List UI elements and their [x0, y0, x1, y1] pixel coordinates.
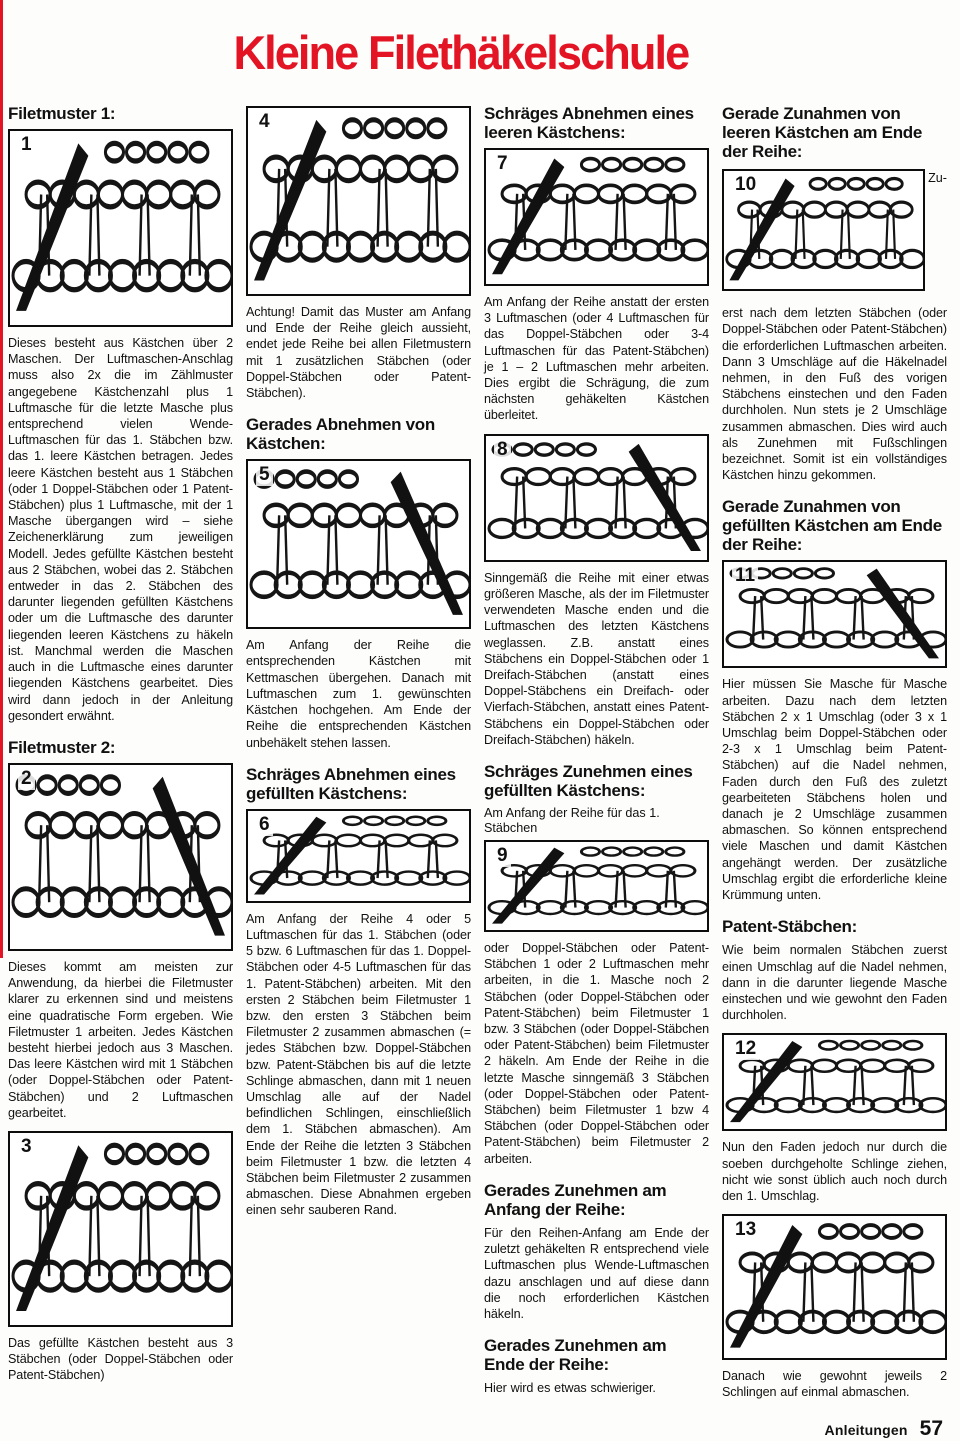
para-gerade-zunahmen-gefuellt-description: Hier müssen Sie Masche für Masche arbeiten. Dazu nach dem letzten Stäbchen 2 x 1 Umschlag (oder 3 x 1 Umschlag beim Doppel-Stäbchen oder 2-3 x 1 Umschlag beim Patent-Stäbchen) auf die Nadel nehmen, Faden durch den Fuß des zuletzt gearbeiteten Stäbchens holen und danach je 2 Umschläge zusammen abmaschen. So können entsprechend viele Maschen und damit Kästchen angehängt werden. Der zusätzliche Umschlag ergibt die erforderliche kleine Krümmung unten.	[722, 677, 947, 903]
diagram-7	[484, 148, 709, 286]
para-schraeges-zunehmen-description: oder Doppel-Stäbchen oder Patent-Stäbchen 1 oder 2 Luftmaschen mehr arbeiten, in die 1. Masche noch 2 Stäbchen (oder Doppel-Stäbchen oder Patent-Stäbchen) beim Filetmuster 1 bzw. 3 Stäbchen (oder Doppel-Stäbchen oder Patent-Stäbchen) beim Filetmuster 2 häkeln. Am Ende der Reihe in die letzte Masche sinngemäß 3 Stäbchen (oder Doppel-Stäbchen oder Patent-Stäbchen) beim Filetmuster 1 bzw 4 Stäbchen (oder Doppel-Stäbchen oder Patent-Stäbchen) beim Filetmuster 2 arbeiten.	[484, 940, 709, 1166]
heading-schraeges-abnehmen-gefuellt: Schräges Abnehmen eines gefüllten Kästchens:	[246, 764, 456, 803]
diagram-4	[246, 106, 471, 296]
diagram-12	[722, 1033, 947, 1131]
para-diagram-12-description: Nun den Faden jedoch nur durch die soeben durchgeholte Schlinge ziehen, nicht wie sonst üblich auch noch durch den 1. Umschlag.	[722, 1140, 947, 1203]
diagram-10	[722, 169, 925, 291]
para-lead-in-diagram-9: Am Anfang der Reihe für das 1. Stäbchen	[484, 805, 660, 835]
para-gerade-zunahmen-leer-description: erst nach dem letzten Stäbchen (oder Doppel-Stäbchen oder Patent-Stäbchen) die erforderlichen Luftmaschen arbeiten. Dann 3 Umschläge auf die Häkelnadel nehmen, in den Fuß des vorigen Stäbchens einstechen und den Faden durchholen. Nun stets je 2 Umschläge zusammen abmaschen. Dies wird auch als Zunehmen mit Fußschlingen bezeichnet. Somit ist ein vollständiges Kästchen hinzu gekommen.	[722, 306, 947, 483]
diagram-11-number: 11	[732, 565, 758, 587]
para-filetmuster-1-description: Dieses besteht aus Kästchen über 2 Maschen. Der Luftmaschen-Anschlag muss also 2x die im Zählmuster angegebene Kästchenzahl plus 1 Luftmasche für die letzte Masche plus entsprechend vielen Wende-Luftmaschen für das 1. Stäbchen bzw. das 1. leere Kästchen betragen. Jedes leere Kästchen besteht aus 1 Stäbchen (oder 1 Doppel-Stäbchen oder 1 Patent-Stäbchen) plus 1 Luftmasche, mit der 1 Masche übergangen wird – siehe Zeichenerklärung zum jeweiligen Modell. Jedes gefüllte Kästchen besteht aus 2 Stäbchen, wobei das 2. Stäbchen entweder in das 2. Stäbchen des darunter liegenden gefüllten Kästchens oder um die Luftmasche des darunter liegenden leeren Kästchens zu häkeln ist. Manchmal werden die Maschen auch in die Luftmasche eines darunter liegenden Kästchens gearbeitet. Dies wird dann jedoch in der Anleitung gesondert erwähnt.	[8, 336, 233, 723]
para-schraeges-abnehmen-leer-description: Am Anfang der Reihe anstatt der ersten 3 Luftmaschen (oder 4 Luftmaschen für das Doppel-Stäbchen oder 3-4 Luftmaschen für das Patent-Stäbchen) je 1 – 2 Luftmaschen mehr arbeiten. Dies ergibt die Schrägung, die zum nächsten gehäkelten Kästchen überleitet.	[484, 295, 709, 423]
diagram-2	[8, 763, 233, 951]
heading-filetmuster-2: Filetmuster 2:	[8, 737, 116, 757]
crochet-illustration-icon	[10, 1133, 231, 1325]
para-filetmuster-2-description: Dieses kommt am meisten zur Anwendung, da hierbei die Filetmuster klarer zu erkennen sind und meistens eine quadratische Form ergeben. Wie Filetmuster 1 arbeiten. Jedes Kästchen besteht hierbei jedoch aus 3 Maschen. Das leere Kästchen wird mit 1 Stäbchen (oder Doppel-Stäbchen oder Patent-Stäbchen) und 2 Luftmaschen gearbeitet.	[8, 959, 233, 1120]
diagram-12-number: 12	[732, 1038, 759, 1060]
diagram-13	[722, 1214, 947, 1360]
crochet-illustration-icon	[248, 811, 469, 901]
para-gerades-zunehmen-anfang-description: Für den Reihen-Anfang am Ende der zuletzt gehäkelten R entsprechend viele Luftmaschen plus Wende-Luftmaschen dazu anschlagen und auf diese dann die noch erforderlichen Kästchen häkeln.	[484, 1225, 709, 1321]
para-schraeges-abnehmen-gefuellt-description: Am Anfang der Reihe 4 oder 5 Luftmaschen für das 1. Stäbchen (oder 5 bzw. 6 Luftmaschen für das 1. Doppel-Stäbchen oder 4-5 Luftmaschen für das 1. Patent-Stäbchen) arbeiten. Mit den ersten 2 Stäbchen beim Filetmuster 1 bzw. den ersten 3 Stäbchen beim Filetmuster 2 zusammen abmaschen (= jedes Stäbchen bzw. Doppel-Stäbchen bzw. Patent-Stäbchen bis auf die letzte Schlinge abmaschen, dann mit 1 neuen Umschlag alle auf der Nadel befindlichen Schlingen, einschließlich dem 1. Stäbchen abmaschen). Am Ende der Reihe die letzten 3 Stäbchen beim Filetmuster 1 bzw. die letzten 4 Stäbchen beim Filetmuster 2 zusammen abmaschen. Diese Abnahmen ergeben einen sehr sauberen Rand.	[246, 911, 472, 1218]
crochet-illustration-icon	[486, 150, 707, 284]
diagram-5	[246, 459, 471, 629]
diagram-11	[722, 560, 947, 668]
para-diagram-13-description: Danach wie gewohnt jeweils 2 Schlingen auf einmal abmaschen.	[722, 1369, 947, 1400]
diagram-13-number: 13	[732, 1219, 759, 1241]
page-footer	[722, 1417, 947, 1441]
diagram-3	[8, 1131, 233, 1327]
heading-gerade-zunahmen-leer: Gerade Zunahmen von leeren Kästchen am Ende der Reihe:	[722, 104, 923, 162]
diagram-3-number: 3	[18, 1136, 35, 1158]
diagram-8	[484, 434, 709, 562]
crochet-illustration-icon	[486, 436, 707, 560]
column-4	[722, 104, 947, 1441]
diagram-4-number: 4	[256, 111, 273, 133]
para-gerades-zunehmen-ende-description: Hier wird es etwas schwieriger.	[484, 1381, 656, 1396]
heading-filetmuster-1: Filetmuster 1:	[8, 104, 116, 123]
diagram-7-number: 7	[494, 153, 511, 175]
heading-gerades-abnehmen: Gerades Abnehmen von Kästchen:	[246, 415, 435, 454]
heading-patent-staebchen: Patent-Stäbchen:	[722, 917, 857, 937]
heading-gerades-zunehmen-anfang: Gerades Zunehmen am Anfang der Reihe:	[484, 1180, 667, 1219]
page-number: 57	[919, 1416, 943, 1440]
column-3	[484, 104, 709, 1406]
diagram-9-number: 9	[494, 845, 511, 867]
crochet-illustration-icon	[248, 461, 469, 627]
diagram-6-number: 6	[256, 814, 273, 836]
diagram-1	[8, 129, 233, 327]
heading-schraeges-zunehmen-gefuellt: Schräges Zunehmen eines gefüllten Kästchens:	[484, 761, 693, 800]
crochet-illustration-icon	[10, 131, 231, 325]
heading-gerades-zunehmen-ende: Gerades Zunehmen am Ende der Reihe:	[484, 1336, 667, 1375]
column-1	[8, 104, 233, 1394]
para-diagram-8-description: Sinngemäß die Reihe mit einer etwas größeren Masche, als der im Filetmuster verwendeten Masche enden und die Luftmaschen des letzten Kästchens weglassen. Z.B. anstatt eines Stäbchens ein Doppel-Stäbchen oder 1 Dreifach-Stäbchen (anstatt eines Doppel-Stäbchens ein Dreifach- oder Vierfach-Stäbchen, anstatt eines Patent-Stäbchens ein Doppel-Stäbchen oder Dreifach-Stäbchen) häkeln.	[484, 570, 709, 747]
para-filled-box-description: Das gefüllte Kästchen besteht aus 3 Stäbchen (oder Doppel-Stäbchen oder Patent-Stäbchen)	[8, 1335, 233, 1383]
footer-section-label: Anleitungen	[824, 1421, 908, 1438]
para-patent-staebchen-description: Wie beim normalen Stäbchen zuerst einen Umschlag auf die Nadel nehmen, dann in die darunter liegende Masche einstechen und wie gewohnt den Faden durchholen.	[722, 943, 947, 1023]
crochet-illustration-icon	[10, 765, 231, 949]
column-2	[246, 104, 471, 1229]
diagram-10-number: 10	[732, 174, 759, 196]
para-achtung-note: Achtung! Damit das Muster am Anfang und Ende der Reihe gleich aussieht, endet jede Reihe bei allen Filetmustern mit 1 zusätzlichen Stäbchen (oder Doppel-Stäbchen oder Patent-Stäbchen).	[246, 305, 471, 401]
column-layout	[8, 104, 954, 1441]
heading-gerade-zunahmen-gefuellt: Gerade Zunahmen von gefüllten Kästchen am Ende der Reihe:	[722, 497, 942, 555]
crochet-illustration-icon	[486, 842, 707, 930]
diagram-6	[246, 809, 471, 903]
masthead	[8, 0, 954, 104]
hyphenated-word-fragment: Zu-	[928, 171, 947, 186]
heading-schraeges-abnehmen-leer: Schräges Abnehmen eines leeren Kästchens:	[484, 104, 694, 143]
diagram-5-number: 5	[256, 464, 273, 486]
diagram-1-number: 1	[18, 134, 35, 156]
diagram-8-number: 8	[494, 439, 511, 461]
diagram-2-number: 2	[18, 768, 35, 790]
page-title: Kleine Filethäkelschule	[233, 25, 689, 79]
diagram-9	[484, 840, 709, 932]
diagram-10-row	[722, 167, 947, 299]
crochet-illustration-icon	[248, 108, 469, 294]
para-gerades-abnehmen-description: Am Anfang der Reihe die entsprechenden Kästchen mit Kettmaschen übergehen. Danach mit Luftmaschen zum 1. gewünschten Kästchen hochgehen. Am Ende der Reihe die entsprechenden Kästchen unbehäkelt stehen lassen.	[246, 638, 471, 750]
